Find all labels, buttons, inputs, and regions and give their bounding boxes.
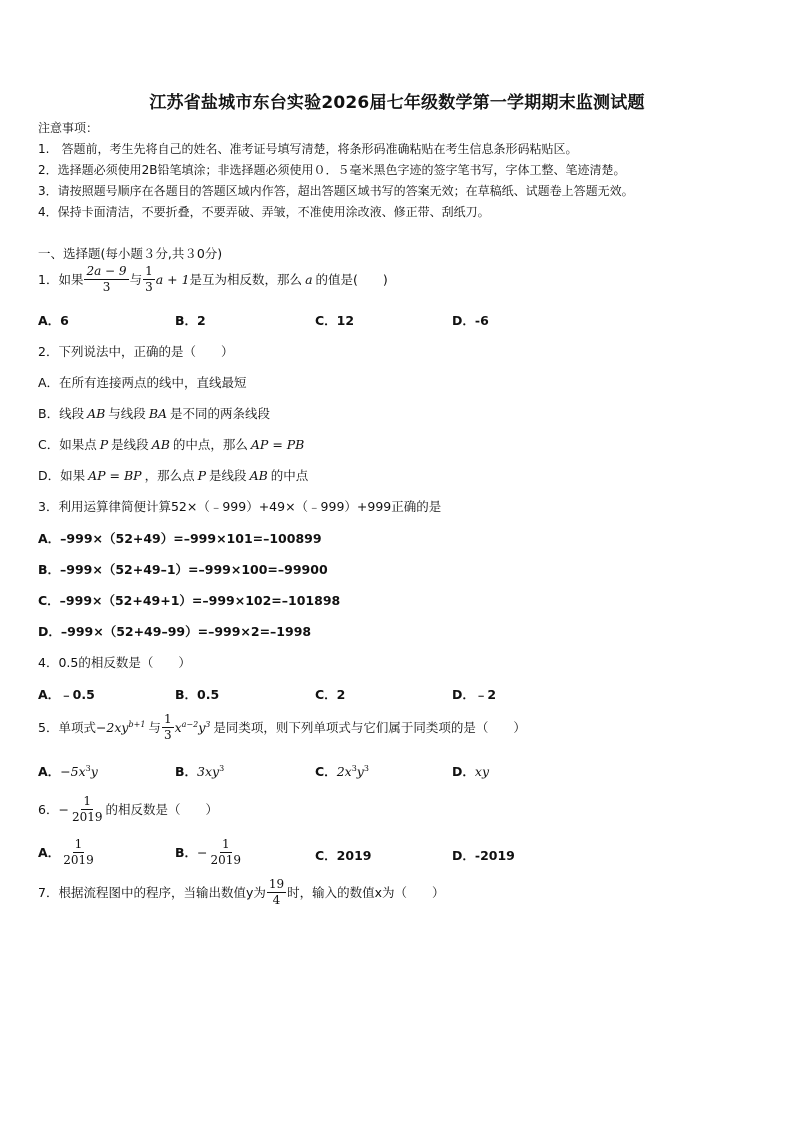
q3-option-a[interactable]: A．–999×（52+49）=–999×101=–100899 bbox=[38, 531, 322, 546]
q1-option-b[interactable]: B．2 bbox=[175, 313, 206, 328]
notice-item-4: 4．保持卡面清洁，不要折叠，不要弄破、弄皱，不准使用涂改液、修正带、刮纸刀。 bbox=[38, 205, 490, 219]
q2-option-b[interactable]: B．线段 AB 与线段 BA 是不同的两条线段 bbox=[38, 406, 271, 421]
notice-item-2: 2．选择题必须使用2B铅笔填涂；非选择题必须使用０．５毫米黑色字迹的签字笔书写，字体工整、笔迹清楚。 bbox=[38, 163, 626, 177]
q1-variable: a bbox=[305, 271, 313, 287]
notice-item-1: 1. 答题前，考生先将自己的姓名、准考证号填写清楚，将条形码准确粘贴在考生信息条形码粘贴区。 bbox=[38, 142, 578, 156]
q6-option-b[interactable]: B． − $\frac{1}{2019}$ bbox=[175, 837, 242, 867]
question-3: 3．利用运算律简便计算52×（﹣999）+49×（﹣999）+999正确的是 bbox=[38, 499, 442, 514]
q5-option-d[interactable]: D．xy bbox=[452, 764, 490, 779]
q5-option-a[interactable]: A．$-5x^3y$ bbox=[38, 763, 98, 779]
q5-monomial-2: $x^{a-2}y^3$ bbox=[174, 719, 211, 735]
question-7: 7．根据流程图中的程序，当输出数值y为 $\frac{19}{4}$ 时，输入的数值x为（ ） bbox=[38, 877, 445, 907]
q3-option-d[interactable]: D．–999×（52+49–99）=–999×2=–1998 bbox=[38, 624, 312, 639]
question-6: 6． − $\frac{1}{2019}$ 的相反数是（ ） bbox=[38, 794, 218, 824]
q4-option-b[interactable]: B．0.5 bbox=[175, 687, 220, 702]
question-4: 4．0.5的相反数是（ ） bbox=[38, 655, 191, 670]
q1-fraction-1: $\frac{2a - 9}{3}$ bbox=[86, 264, 127, 294]
q5-monomial-1: $-2xy^{b+1}$ bbox=[95, 719, 146, 735]
q4-option-c[interactable]: C．2 bbox=[315, 687, 346, 702]
q3-option-b[interactable]: B．–999×（52+49–1）=–999×100=–99900 bbox=[38, 562, 328, 577]
q6-option-a[interactable]: A． $\frac{1}{2019}$ bbox=[38, 837, 94, 867]
q2-option-c[interactable]: C．如果点 P 是线段 AB 的中点，那么 AP = PB bbox=[38, 437, 305, 452]
q1-end: 的值是( ) bbox=[315, 271, 388, 287]
q1-connector: 与 bbox=[129, 271, 143, 287]
q6-option-a-fraction: $\frac{1}{2019}$ bbox=[63, 837, 94, 867]
q4-option-d[interactable]: D．﹣2 bbox=[452, 687, 497, 702]
question-5: 5．单项式 $-2xy^{b+1}$ 与 $\frac{1}{3}$ $x^{a-2}y^3$ 是同类项，则下列单项式与它们属于同类项的是（ ） bbox=[38, 712, 526, 742]
q1-fraction-2: $\frac{1}{3}$ bbox=[145, 264, 153, 294]
q1-text: 是互为相反数，那么 bbox=[189, 271, 303, 287]
q1-option-c[interactable]: C．12 bbox=[315, 313, 355, 328]
q2-option-d[interactable]: D．如果 AP = BP ，那么点 P 是线段 AB 的中点 bbox=[38, 468, 309, 483]
q6-fraction: $\frac{1}{2019}$ bbox=[71, 794, 103, 824]
q5-fraction: $\frac{1}{3}$ bbox=[163, 712, 172, 742]
question-2: 2．下列说法中，正确的是（ ） bbox=[38, 344, 234, 359]
q6-option-c[interactable]: C．2019 bbox=[315, 848, 372, 863]
q1-expression: a + 1 bbox=[155, 271, 190, 287]
notice-item-3: 3．请按照题号顺序在各题目的答题区域内作答，超出答题区域书写的答案无效；在草稿纸、试题卷上答题无效。 bbox=[38, 184, 634, 198]
q1-number: 1．如果 bbox=[38, 271, 84, 287]
notice-heading: 注意事项： bbox=[38, 121, 99, 135]
q2-option-a[interactable]: A．在所有连接两点的线中，直线最短 bbox=[38, 375, 247, 390]
q5-option-b[interactable]: B．$3xy^3$ bbox=[175, 763, 225, 779]
q6-option-b-fraction: $\frac{1}{2019}$ bbox=[210, 837, 242, 867]
q5-option-c[interactable]: C．$2x^3y^3$ bbox=[315, 763, 369, 779]
page-title: 江苏省盐城市东台实验2026届七年级数学第一学期期末监测试题 bbox=[149, 93, 645, 113]
q1-option-d[interactable]: D．-6 bbox=[452, 313, 489, 328]
q3-option-c[interactable]: C．–999×（52+49+1）=–999×102=–101898 bbox=[38, 593, 341, 608]
q1-option-a[interactable]: A．6 bbox=[38, 313, 69, 328]
question-1 bbox=[38, 265, 388, 294]
q7-fraction: $\frac{19}{4}$ bbox=[268, 877, 285, 907]
section-heading: 一、选择题(每小题３分,共３0分) bbox=[38, 246, 223, 261]
q4-option-a[interactable]: A．﹣0.5 bbox=[38, 687, 95, 702]
q6-option-d[interactable]: D．-2019 bbox=[452, 848, 515, 863]
